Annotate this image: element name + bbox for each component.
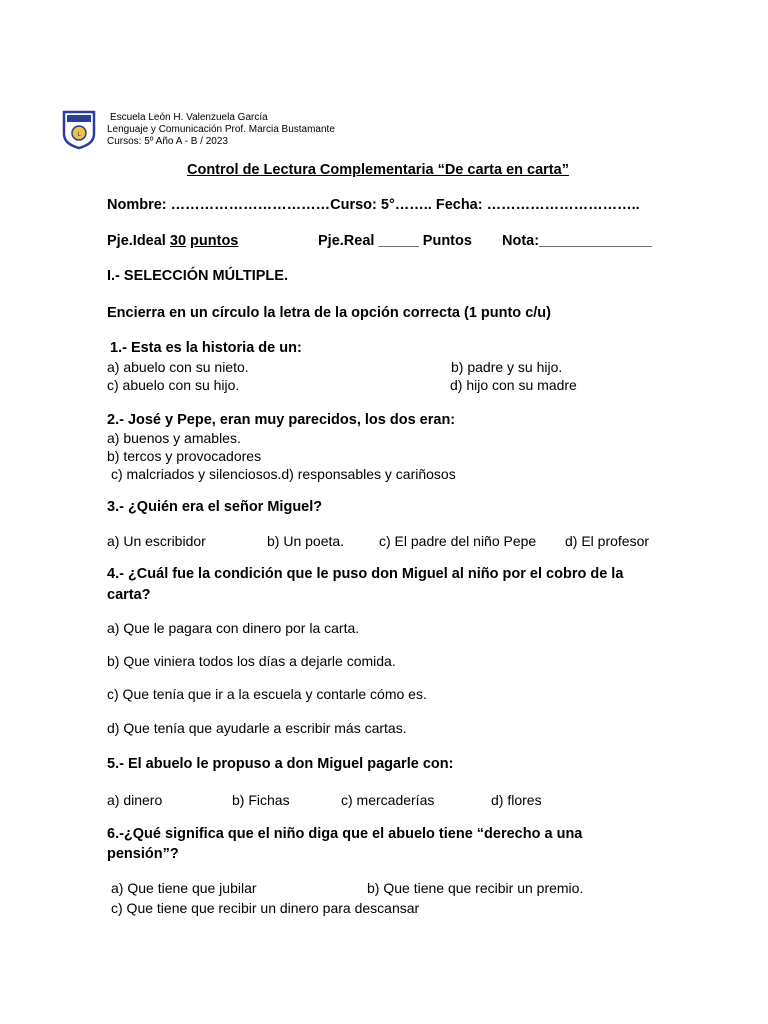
svg-text:L: L	[77, 131, 81, 138]
question-3: 3.- ¿Quién era el señor Miguel?	[107, 499, 323, 515]
q1-option-b: b) padre y su hijo.	[451, 359, 563, 375]
q2-options-c-d: c) malcriados y silenciosos.d) responsables y cariñosos	[111, 466, 456, 482]
subject-teacher: Lenguaje y Comunicación Prof. Marcia Bustamante	[107, 124, 335, 135]
q5-option-b: b) Fichas	[232, 792, 290, 808]
q1-option-d: d) hijo con su madre	[450, 377, 577, 393]
courses-year: Cursos: 5º Año A - B / 2023	[107, 136, 228, 147]
q3-option-d: d) El profesor	[565, 533, 650, 549]
school-logo	[62, 110, 96, 150]
instructions: Encierra en un círculo la letra de la opción correcta (1 punto c/u)	[107, 305, 551, 321]
score-ideal-label: Pje.Ideal	[107, 233, 170, 249]
q2-option-a: a) buenos y amables.	[107, 430, 241, 446]
q1-option-c: c) abuelo con su hijo.	[107, 377, 240, 393]
q4-option-a: a) Que le pagara con dinero por la carta.	[107, 620, 360, 636]
score-real: Pje.Real _____ Puntos	[318, 233, 472, 249]
q4-option-d: d) Que tenía que ayudarle a escribir más cartas.	[107, 720, 407, 736]
q2-option-b: b) tercos y provocadores	[107, 448, 262, 464]
q6-option-c: c) Que tiene que recibir un dinero para descansar	[111, 900, 420, 916]
grade-field: Nota:______________	[502, 233, 652, 249]
q1-option-a: a) abuelo con su nieto.	[107, 359, 249, 375]
question-5: 5.- El abuelo le propuso a don Miguel pagarle con:	[107, 756, 454, 772]
q3-option-b: b) Un poeta.	[267, 533, 345, 549]
score-ideal-unit: puntos	[190, 233, 239, 249]
q3-option-a: a) Un escribidor	[107, 533, 206, 549]
q3-option-c: c) El padre del niño Pepe	[379, 533, 537, 549]
section-title: I.- SELECCIÓN MÚLTIPLE.	[107, 268, 288, 284]
q5-option-a: a) dinero	[107, 792, 163, 808]
name-course-date-line: Nombre: ……………………………Curso: 5°…….. Fecha: …………………………..	[107, 197, 640, 213]
question-2: 2.- José y Pepe, eran muy parecidos, los dos eran:	[107, 412, 456, 428]
question-6-line-2: pensión”?	[107, 846, 179, 862]
q4-option-c: c) Que tenía que ir a la escuela y contarle cómo es.	[107, 686, 427, 702]
q5-option-c: c) mercaderías	[341, 792, 435, 808]
score-ideal-value: 30	[169, 233, 187, 249]
page-title: Control de Lectura Complementaria “De carta en carta”	[187, 162, 569, 178]
question-6-line-1: 6.-¿Qué significa que el niño diga que el abuelo tiene “derecho a una	[107, 826, 583, 842]
score-ideal	[107, 233, 238, 249]
q4-option-b: b) Que viniera todos los días a dejarle comida.	[107, 653, 396, 669]
q5-option-d: d) flores	[491, 792, 542, 808]
question-4-line-2: carta?	[107, 587, 151, 603]
q6-option-a: a) Que tiene que jubilar	[111, 880, 257, 896]
school-name: Escuela León H. Valenzuela García	[110, 112, 268, 123]
question-1: 1.- Esta es la historia de un:	[110, 340, 302, 356]
q6-option-b: b) Que tiene que recibir un premio.	[367, 880, 584, 896]
question-4-line-1: 4.- ¿Cuál fue la condición que le puso don Miguel al niño por el cobro de la	[107, 566, 624, 582]
